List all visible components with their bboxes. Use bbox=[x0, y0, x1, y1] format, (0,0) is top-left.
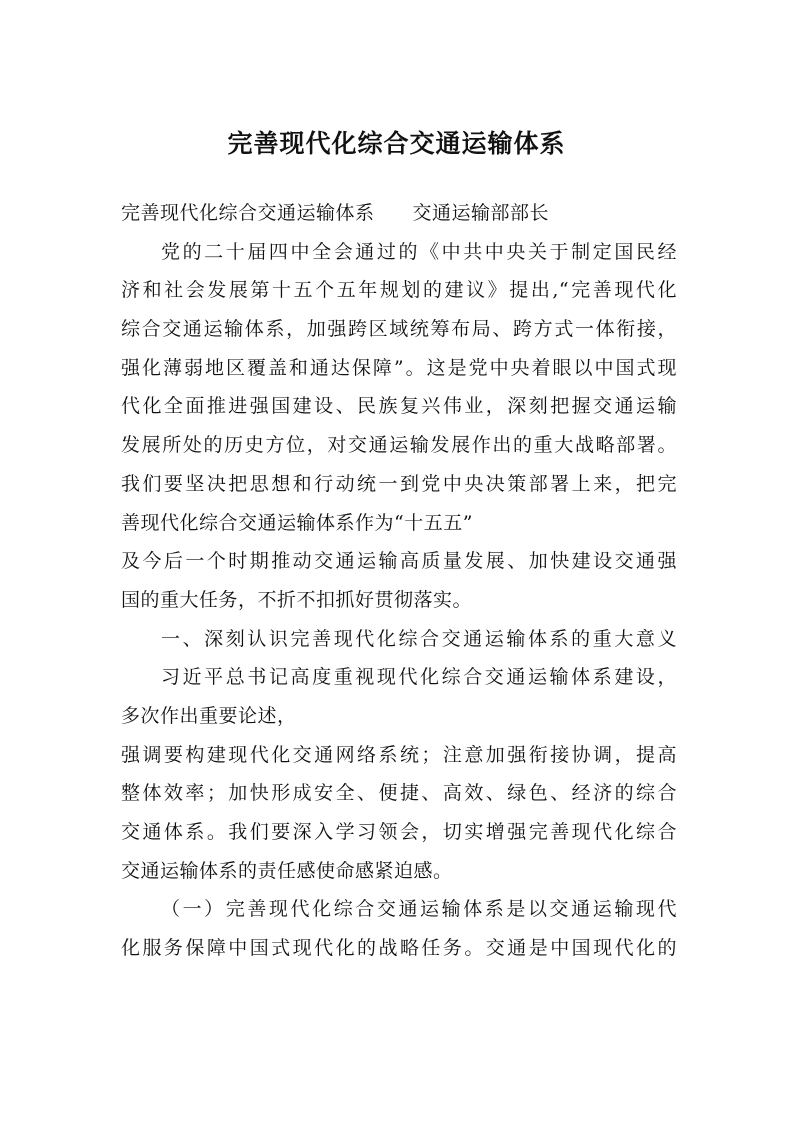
paragraph-line: 代化全面推进强国建设、民族复兴伟业，深刻把握交通运输 bbox=[121, 395, 677, 418]
paragraph-line: 多次作出重要论述， bbox=[121, 704, 297, 727]
paragraph-line: 济和社会发展第十五个五年规划的建议》提出,“完善现代化 bbox=[121, 279, 677, 302]
paragraph-line: 强化薄弱地区覆盖和通达保障”。这是党中央着眼以中国式现 bbox=[121, 356, 677, 379]
paragraph-line: 及今后一个时期推动交通运输高质量发展、加快建设交通强 bbox=[121, 550, 677, 573]
subtitle-right: 交通运输部部长 bbox=[412, 202, 550, 224]
paragraph-line: 国的重大任务，不折不扣抓好贯彻落实。 bbox=[121, 588, 473, 611]
document-title: 完善现代化综合交通运输体系 bbox=[227, 129, 566, 158]
paragraph-line: 习近平总书记高度重视现代化综合交通运输体系建设， bbox=[161, 666, 677, 689]
paragraph-line: 我们要坚决把思想和行动统一到党中央决策部署上来，把完 bbox=[121, 472, 677, 495]
paragraph-line: 交通体系。我们要深入学习领会，切实增强完善现代化综合 bbox=[121, 821, 677, 843]
paragraph-line: （一）完善现代化综合交通运输体系是以交通运输现代 bbox=[161, 898, 677, 921]
paragraph-line: 党的二十届四中全会通过的《中共中央关于制定国民经 bbox=[161, 240, 677, 263]
document-subtitle bbox=[121, 194, 677, 233]
paragraph-line: 化服务保障中国式现代化的战略任务。交通是中国现代化的 bbox=[121, 937, 677, 960]
subtitle-left: 完善现代化综合交通运输体系 bbox=[121, 202, 375, 224]
paragraph-line: 强调要构建现代化交通网络系统；注意加强衔接协调，提高 bbox=[121, 743, 677, 766]
paragraph-line: 发展所处的历史方位，对交通运输发展作出的重大战略部署。 bbox=[121, 434, 677, 457]
paragraph-line: 综合交通运输体系，加强跨区域统筹布局、跨方式一体衔接， bbox=[121, 318, 677, 341]
section-heading: 一、深刻认识完善现代化综合交通运输体系的重大意义 bbox=[161, 627, 677, 650]
paragraph-line: 交通运输体系的责任感使命感紧迫感。 bbox=[121, 859, 453, 882]
paragraph-line: 善现代化综合交通运输体系作为“十五五” bbox=[121, 511, 473, 534]
paragraph-line: 整体效率；加快形成安全、便捷、高效、绿色、经济的综合 bbox=[121, 782, 677, 805]
document-body bbox=[121, 194, 677, 968]
